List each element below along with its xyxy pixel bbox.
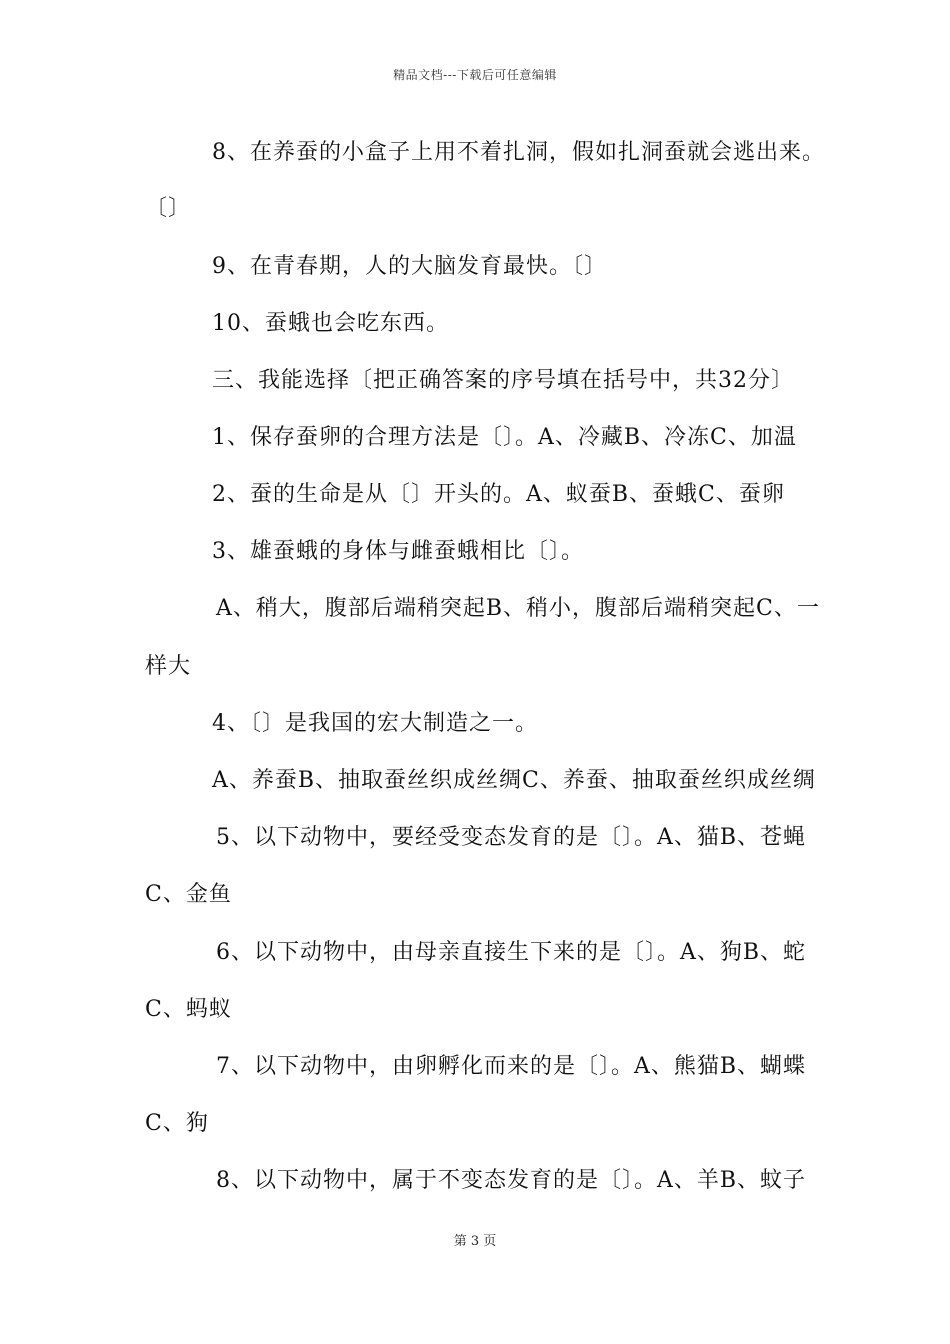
question-tf-8: 8、在养蚕的小盒子上用不着扎洞，假如扎洞蚕就会逃出来。: [212, 140, 825, 165]
question-mc-5: 5、以下动物中，要经受变态发育的是〔〕。A、猫B、苍蝇: [216, 825, 807, 850]
question-mc-4-options: A、养蚕B、抽取蚕丝织成丝绸C、养蚕、抽取蚕丝织成丝绸: [212, 768, 816, 793]
page-number: 第 3 页: [453, 1234, 497, 1249]
question-mc-6: 6、以下动物中，由母亲直接生下来的是〔〕。A、狗B、蛇: [216, 940, 807, 965]
question-mc-3-options: A、稍大，腹部后端稍突起B、稍小，腹部后端稍突起C、一: [216, 596, 820, 621]
question-mc-4: 4、〔〕是我国的宏大制造之一。: [212, 711, 538, 736]
question-mc-6-cont: C、蚂蚁: [145, 997, 232, 1022]
question-mc-2: 2、蚕的生命是从〔〕开头的。A、蚁蚕B、蚕蛾C、蚕卵: [212, 482, 785, 507]
page-header: 精品文档---下载后可任意编辑: [393, 68, 557, 82]
section-title-choice: 三、我能选择〔把正确答案的序号填在括号中，共32分〕: [212, 368, 794, 393]
question-tf-9: 9、在青春期，人的大脑发育最快。〔〕: [212, 254, 607, 279]
question-mc-3: 3、雄蚕蛾的身体与雌蚕蛾相比〔〕。: [212, 539, 584, 564]
question-tf-8-bracket: 〔〕: [145, 196, 192, 221]
question-tf-10: 10、蚕蛾也会吃东西。: [212, 311, 449, 336]
question-mc-7-cont: C、狗: [145, 1111, 209, 1136]
question-mc-8: 8、以下动物中，属于不变态发育的是〔〕。A、羊B、蚊子: [216, 1168, 807, 1193]
question-mc-7: 7、以下动物中，由卵孵化而来的是〔〕。A、熊猫B、蝴蝶: [216, 1054, 807, 1079]
question-mc-5-cont: C、金鱼: [145, 882, 232, 907]
question-mc-1: 1、保存蚕卵的合理方法是〔〕。A、冷藏B、冷冻C、加温: [212, 425, 797, 450]
question-mc-3-options-cont: 样大: [145, 654, 192, 679]
